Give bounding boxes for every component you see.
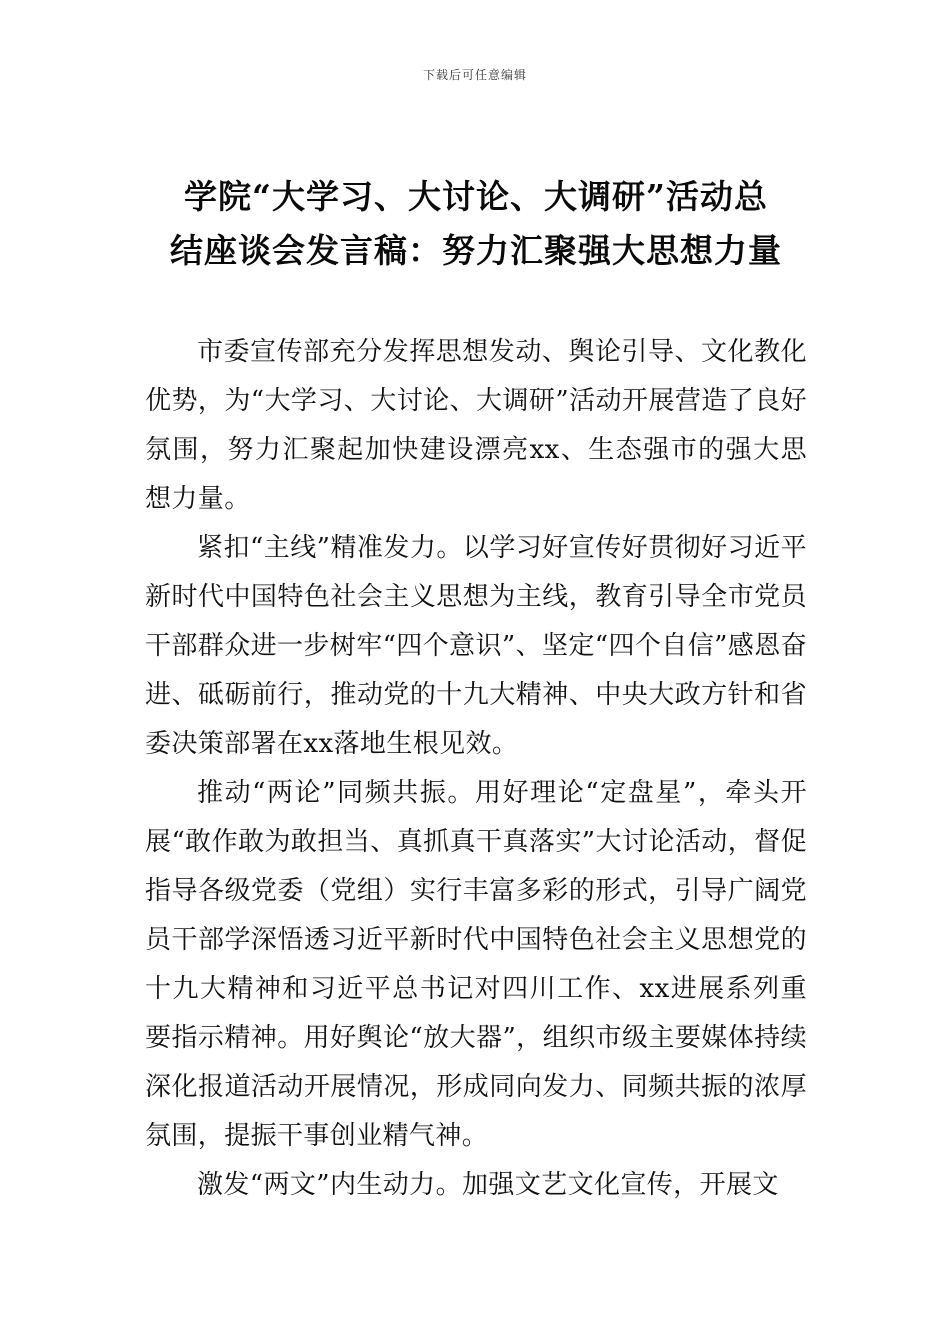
paragraph-two-theories: 推动“两论”同频共振。用好理论“定盘星”，牵头开展“敢作敢为敢担当、真抓真干真落实”大讨论活动，督促指导各级党委（党组）实行丰富多彩的形式，引导广阔党员干部学深悟透习近平新时代中国特色社会主义思想党的十九大精神和习近平总书记对四川工作、xx进展系列重要指示精神。用好舆论“放大器”，组织市级主要媒体持续深化报道活动开展情况，形成同向发力、同频共振的浓厚氛围，提振干事创业精气神。 (145, 778, 807, 1151)
header-note: 下载后可任意编辑 (422, 68, 527, 82)
title-line-2: 结座谈会发言稿：努力汇聚强大思想力量 (170, 231, 782, 270)
paragraph-intro: 市委宣传部充分发挥思想发动、舆论引导、文化教化优势，为“大学习、大讨论、大调研”活动开展营造了良好氛围，努力汇聚起加快建设漂亮xx、生态强市的强大思想力量。 (145, 337, 807, 514)
title-line-1: 学院“大学习、大讨论、大调研”活动总 (184, 177, 768, 216)
document-body (145, 328, 807, 1210)
paragraph-main-line: 紧扣“主线”精准发力。以学习好宣传好贯彻好习近平新时代中国特色社会主义思想为主线，教育引导全市党员干部群众进一步树牢“四个意识”、坚定“四个自信”感恩奋进、砥砺前行，推动党的十九大精神、中央大政方针和省委决策部署在xx落地生根见效。 (145, 533, 807, 759)
paragraph-two-cultures: 激发“两文”内生动力。加强文艺文化宣传，开展文 (197, 1170, 779, 1200)
document-title (145, 170, 807, 278)
